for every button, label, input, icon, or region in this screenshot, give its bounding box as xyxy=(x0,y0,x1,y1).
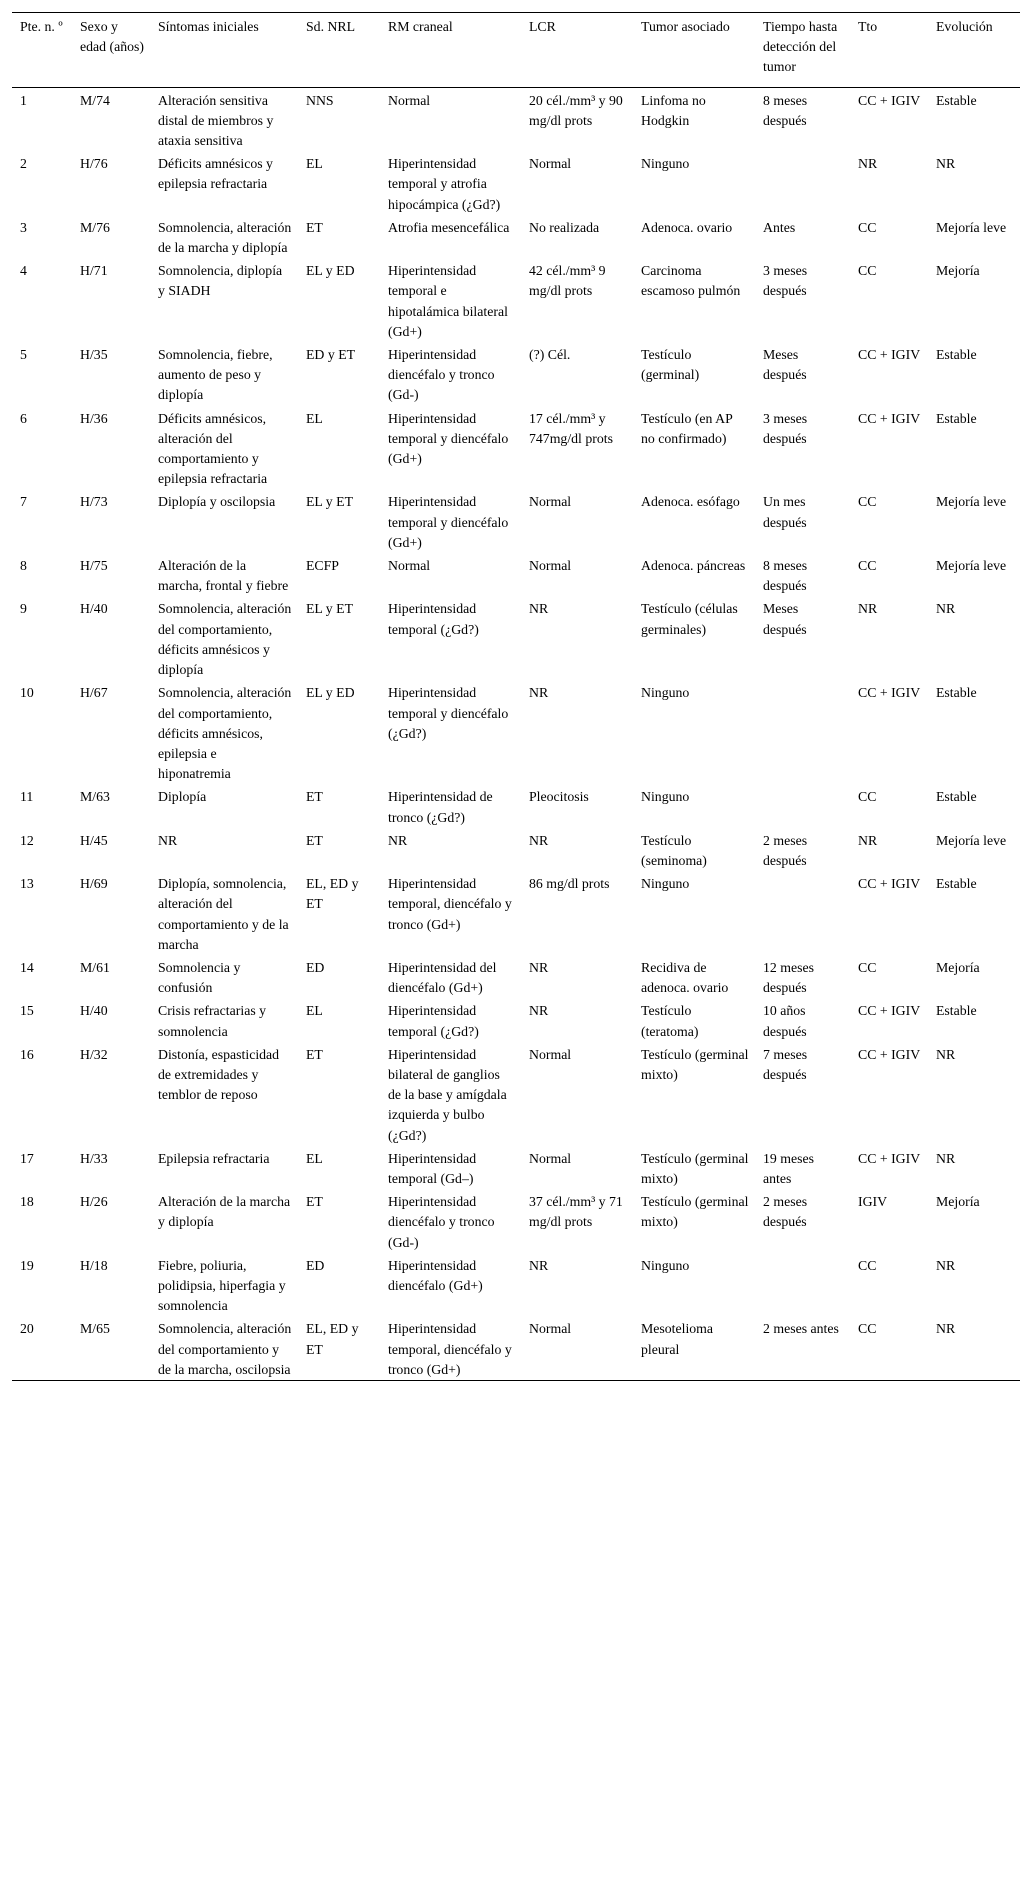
cell-time-to-tumor-detection: 3 meses después xyxy=(763,410,808,446)
cell-sex-age: H/71 xyxy=(80,263,108,279)
cell-treatment: CC + IGIV xyxy=(858,92,921,108)
cell-sex-age: H/40 xyxy=(80,1003,108,1019)
cell-csf: Normal xyxy=(529,558,572,574)
cell-time-to-tumor-detection: 12 meses después xyxy=(763,959,814,996)
cell-cranial-mri: Hiperintensidad temporal e hipotalámica bilateral (Gd+) xyxy=(388,263,508,339)
cell-sex-age: H/32 xyxy=(80,1046,108,1062)
cell-neuro-syndrome: EL xyxy=(306,1150,323,1166)
table-row xyxy=(12,596,1020,680)
cell-initial-symptoms: Somnolencia y confusión xyxy=(158,959,241,996)
cell-csf: Pleocitosis xyxy=(529,789,589,805)
cell-patient-number: 12 xyxy=(20,832,34,848)
cell-initial-symptoms: Distonía, espasticidad de extremidades y temblor de reposo xyxy=(158,1046,280,1103)
table-container xyxy=(12,12,1020,1381)
cell-outcome: Mejoría xyxy=(936,959,980,975)
table-row xyxy=(12,1316,1020,1380)
header-initial-symptoms: Síntomas iniciales xyxy=(158,19,259,34)
cell-patient-number: 8 xyxy=(20,558,27,574)
cell-neuro-syndrome: EL, ED y ET xyxy=(306,876,359,912)
cell-treatment: CC + IGIV xyxy=(858,685,921,701)
cell-csf: Normal xyxy=(529,1150,572,1166)
cell-neuro-syndrome: ECFP xyxy=(306,558,339,574)
cell-patient-number: 18 xyxy=(20,1194,34,1210)
cell-csf: 42 cél./mm³ 9 mg/dl prots xyxy=(529,263,606,299)
cell-sex-age: H/40 xyxy=(80,601,108,617)
cell-patient-number: 9 xyxy=(20,601,27,617)
cell-patient-number: 2 xyxy=(20,156,27,172)
cell-neuro-syndrome: ET xyxy=(306,789,323,805)
cell-cranial-mri: Hiperintensidad temporal y atrofia hipocámpica (¿Gd?) xyxy=(388,156,501,212)
cell-associated-tumor: Testículo (germinal mixto) xyxy=(641,1046,749,1082)
cell-initial-symptoms: NR xyxy=(158,832,178,848)
cell-associated-tumor: Testículo (en AP no confirmado) xyxy=(641,410,733,446)
cell-initial-symptoms: Diplopía, somnolencia, alteración del comportamiento y de la marcha xyxy=(158,876,289,952)
cell-cranial-mri: Hiperintensidad temporal y diencéfalo (Gd+) xyxy=(388,494,509,550)
cell-time-to-tumor-detection xyxy=(755,680,850,784)
cell-treatment: CC + IGIV xyxy=(858,1046,921,1062)
header-csf: LCR xyxy=(529,19,556,34)
cell-initial-symptoms: Déficits amnésicos, alteración del comportamiento y epilepsia refractaria xyxy=(158,410,268,487)
cell-patient-number: 13 xyxy=(20,876,34,892)
clinical-cases-table xyxy=(12,12,1020,1381)
cell-time-to-tumor-detection: Meses después xyxy=(763,347,807,383)
cell-neuro-syndrome: ED y ET xyxy=(306,347,356,363)
cell-initial-symptoms: Somnolencia, alteración del comportamiento, déficits amnésicos y diplopía xyxy=(158,601,292,678)
cell-csf: NR xyxy=(529,959,549,975)
cell-treatment: NR xyxy=(858,601,878,617)
cell-sex-age: H/76 xyxy=(80,156,108,172)
cell-neuro-syndrome: ET xyxy=(306,1046,323,1062)
cell-neuro-syndrome: ET xyxy=(306,1194,323,1210)
table-row xyxy=(12,871,1020,955)
cell-neuro-syndrome: EL, ED y ET xyxy=(306,1321,359,1357)
cell-time-to-tumor-detection: 2 meses antes xyxy=(763,1321,839,1337)
cell-csf: Normal xyxy=(529,1046,572,1062)
cell-csf: NR xyxy=(529,1003,549,1019)
cell-time-to-tumor-detection: 19 meses antes xyxy=(763,1150,814,1186)
cell-initial-symptoms: Diplopía y oscilopsia xyxy=(158,494,276,510)
cell-initial-symptoms: Somnolencia, alteración de la marcha y diplopía xyxy=(158,219,292,256)
cell-treatment: CC + IGIV xyxy=(858,410,921,426)
cell-patient-number: 15 xyxy=(20,1003,34,1019)
cell-patient-number: 17 xyxy=(20,1150,34,1166)
cell-patient-number: 1 xyxy=(20,92,27,108)
cell-associated-tumor: Adenoca. esófago xyxy=(641,494,740,510)
cell-csf: 86 mg/dl prots xyxy=(529,876,610,892)
cell-time-to-tumor-detection xyxy=(755,151,850,215)
cell-associated-tumor: Testículo (germinal) xyxy=(641,347,700,383)
cell-csf: No realizada xyxy=(529,219,600,235)
cell-sex-age: H/26 xyxy=(80,1194,108,1210)
table-row xyxy=(12,215,1020,258)
header-neuro-syndrome: Sd. NRL xyxy=(306,19,356,34)
cell-outcome: Mejoría leve xyxy=(936,494,1007,510)
cell-patient-number: 7 xyxy=(20,494,27,510)
cell-associated-tumor: Adenoca. páncreas xyxy=(641,558,746,574)
cell-time-to-tumor-detection: 3 meses después xyxy=(763,263,808,299)
cell-neuro-syndrome: EL y ED xyxy=(306,685,355,701)
cell-time-to-tumor-detection: Meses después xyxy=(763,601,807,637)
cell-initial-symptoms: Alteración sensitiva distal de miembros y ataxia sensitiva xyxy=(158,92,274,149)
cell-sex-age: H/67 xyxy=(80,685,108,701)
cell-csf: Normal xyxy=(529,1321,572,1337)
cell-initial-symptoms: Epilepsia refractaria xyxy=(158,1150,270,1166)
cell-outcome: Mejoría leve xyxy=(936,558,1007,574)
table-row xyxy=(12,342,1020,406)
cell-neuro-syndrome: EL xyxy=(306,156,323,172)
cell-initial-symptoms: Crisis refractarias y somnolencia xyxy=(158,1003,267,1039)
cell-csf: NR xyxy=(529,601,549,617)
cell-neuro-syndrome: EL y ET xyxy=(306,494,353,510)
cell-neuro-syndrome: EL y ED xyxy=(306,263,355,279)
cell-outcome: Mejoría xyxy=(936,1194,980,1210)
cell-sex-age: H/33 xyxy=(80,1150,108,1166)
cell-cranial-mri: Hiperintensidad temporal (Gd–) xyxy=(388,1150,477,1186)
cell-associated-tumor: Ninguno xyxy=(641,156,690,172)
table-row xyxy=(12,828,1020,871)
cell-treatment: NR xyxy=(858,156,878,172)
cell-patient-number: 16 xyxy=(20,1046,34,1062)
cell-sex-age: M/76 xyxy=(80,219,110,235)
cell-outcome: Estable xyxy=(936,1003,977,1019)
cell-initial-symptoms: Somnolencia, fiebre, aumento de peso y diplopía xyxy=(158,347,273,403)
cell-cranial-mri: Normal xyxy=(388,92,431,108)
cell-neuro-syndrome: EL xyxy=(306,410,323,426)
cell-sex-age: H/45 xyxy=(80,832,108,848)
cell-outcome: NR xyxy=(936,1321,956,1337)
table-row xyxy=(12,87,1020,151)
cell-time-to-tumor-detection: Antes xyxy=(763,219,796,235)
table-row xyxy=(12,151,1020,215)
cell-associated-tumor: Ninguno xyxy=(641,685,690,701)
cell-initial-symptoms: Somnolencia, diplopía y SIADH xyxy=(158,263,283,299)
cell-csf: 37 cél./mm³ y 71 mg/dl prots xyxy=(529,1194,623,1230)
cell-neuro-syndrome: ET xyxy=(306,832,323,848)
cell-patient-number: 4 xyxy=(20,263,27,279)
table-row xyxy=(12,1146,1020,1189)
cell-cranial-mri: Hiperintensidad diencéfalo y tronco (Gd-) xyxy=(388,1194,495,1250)
cell-treatment: CC xyxy=(858,219,877,235)
cell-time-to-tumor-detection: 8 meses después xyxy=(763,92,808,128)
cell-neuro-syndrome: ET xyxy=(306,219,323,235)
header-patient-number: Pte. n. º xyxy=(20,19,63,34)
cell-outcome: Estable xyxy=(936,410,977,426)
cell-csf: NR xyxy=(529,685,549,701)
cell-cranial-mri: Hiperintensidad temporal (¿Gd?) xyxy=(388,1003,479,1039)
table-row xyxy=(12,998,1020,1041)
header-cranial-mri: RM craneal xyxy=(388,19,453,34)
cell-csf: Normal xyxy=(529,156,572,172)
cell-patient-number: 10 xyxy=(20,685,34,701)
cell-neuro-syndrome: EL xyxy=(306,1003,323,1019)
cell-outcome: NR xyxy=(936,1257,956,1273)
table-row xyxy=(12,955,1020,998)
cell-patient-number: 11 xyxy=(20,789,34,805)
cell-associated-tumor: Linfoma no Hodgkin xyxy=(641,92,706,128)
cell-outcome: NR xyxy=(936,1150,956,1166)
header-treatment: Tto xyxy=(858,19,878,34)
cell-associated-tumor: Testículo (germinal mixto) xyxy=(641,1150,749,1186)
cell-time-to-tumor-detection xyxy=(755,871,850,955)
cell-patient-number: 5 xyxy=(20,347,27,363)
cell-sex-age: H/69 xyxy=(80,876,108,892)
cell-neuro-syndrome: ED xyxy=(306,1257,325,1273)
cell-associated-tumor: Ninguno xyxy=(641,876,690,892)
cell-treatment: CC xyxy=(858,1257,877,1273)
cell-sex-age: H/36 xyxy=(80,410,108,426)
cell-sex-age: M/63 xyxy=(80,789,110,805)
cell-associated-tumor: Ninguno xyxy=(641,789,690,805)
header-time-to-tumor-detection: Tiempo hasta detección del tumor xyxy=(763,19,838,75)
cell-cranial-mri: Hiperintensidad diencéfalo (Gd+) xyxy=(388,1257,483,1293)
cell-treatment: CC + IGIV xyxy=(858,1003,921,1019)
cell-neuro-syndrome: ED xyxy=(306,959,325,975)
cell-time-to-tumor-detection xyxy=(755,784,850,827)
cell-initial-symptoms: Déficits amnésicos y epilepsia refractaria xyxy=(158,156,273,192)
cell-time-to-tumor-detection xyxy=(755,1253,850,1317)
header-associated-tumor: Tumor asociado xyxy=(641,19,730,34)
cell-csf: 20 cél./mm³ y 90 mg/dl prots xyxy=(529,92,623,128)
cell-cranial-mri: Hiperintensidad temporal (¿Gd?) xyxy=(388,601,479,637)
cell-associated-tumor: Adenoca. ovario xyxy=(641,219,733,235)
cell-cranial-mri: Hiperintensidad de tronco (¿Gd?) xyxy=(388,789,493,825)
cell-cranial-mri: Hiperintensidad temporal, diencéfalo y tronco (Gd+) xyxy=(388,1321,512,1377)
cell-treatment: CC xyxy=(858,558,877,574)
cell-sex-age: M/74 xyxy=(80,92,110,108)
cell-cranial-mri: Hiperintensidad del diencéfalo (Gd+) xyxy=(388,959,497,996)
cell-associated-tumor: Mesotelioma pleural xyxy=(641,1321,714,1357)
cell-cranial-mri: Hiperintensidad temporal y diencéfalo (Gd+) xyxy=(388,410,509,467)
cell-csf: NR xyxy=(529,832,549,848)
cell-outcome: Estable xyxy=(936,92,977,108)
cell-associated-tumor: Testículo (germinal mixto) xyxy=(641,1194,749,1230)
table-header xyxy=(12,13,1020,88)
cell-outcome: Estable xyxy=(936,789,977,805)
cell-initial-symptoms: Fiebre, poliuria, polidipsia, hiperfagia y somnolencia xyxy=(158,1257,286,1314)
table-row xyxy=(12,784,1020,827)
table-row xyxy=(12,680,1020,784)
cell-cranial-mri: Normal xyxy=(388,558,431,574)
table-row xyxy=(12,406,1020,490)
cell-sex-age: H/75 xyxy=(80,558,108,574)
table-row xyxy=(12,1042,1020,1146)
cell-neuro-syndrome: NNS xyxy=(306,92,334,108)
table-row xyxy=(12,258,1020,342)
table-row xyxy=(12,489,1020,553)
cell-outcome: NR xyxy=(936,601,956,617)
cell-treatment: CC xyxy=(858,959,877,975)
cell-csf: NR xyxy=(529,1257,549,1273)
cell-time-to-tumor-detection: 2 meses después xyxy=(763,832,808,868)
cell-treatment: NR xyxy=(858,832,878,848)
cell-cranial-mri: Hiperintensidad temporal, diencéfalo y tronco (Gd+) xyxy=(388,876,512,932)
cell-sex-age: H/73 xyxy=(80,494,108,510)
table-row xyxy=(12,553,1020,596)
cell-outcome: Estable xyxy=(936,347,977,363)
cell-associated-tumor: Carcinoma escamoso pulmón xyxy=(641,263,741,299)
cell-outcome: Mejoría leve xyxy=(936,219,1007,235)
header-sex-age: Sexo y edad (años) xyxy=(80,19,144,55)
cell-patient-number: 14 xyxy=(20,959,34,975)
cell-initial-symptoms: Alteración de la marcha, frontal y fiebre xyxy=(158,558,289,594)
cell-patient-number: 20 xyxy=(20,1321,34,1337)
cell-outcome: Estable xyxy=(936,876,977,892)
cell-initial-symptoms: Alteración de la marcha y diplopía xyxy=(158,1194,291,1230)
cell-outcome: Estable xyxy=(936,685,977,701)
cell-outcome: Mejoría leve xyxy=(936,832,1007,848)
cell-sex-age: M/61 xyxy=(80,959,110,975)
cell-treatment: CC xyxy=(858,789,877,805)
cell-outcome: Mejoría xyxy=(936,263,980,279)
cell-cranial-mri: Hiperintensidad bilateral de ganglios de la base y amígdala izquierda y bulbo (¿Gd?) xyxy=(388,1046,507,1143)
cell-time-to-tumor-detection: 8 meses después xyxy=(763,558,808,594)
cell-initial-symptoms: Diplopía xyxy=(158,789,207,805)
cell-outcome: NR xyxy=(936,1046,956,1062)
cell-associated-tumor: Recidiva de adenoca. ovario xyxy=(641,959,729,996)
table-row xyxy=(12,1189,1020,1253)
cell-patient-number: 6 xyxy=(20,410,27,426)
cell-neuro-syndrome: EL y ET xyxy=(306,601,353,617)
cell-associated-tumor: Ninguno xyxy=(641,1257,690,1273)
cell-csf: 17 cél./mm³ y 747mg/dl prots xyxy=(529,410,613,446)
cell-sex-age: M/65 xyxy=(80,1321,110,1337)
cell-associated-tumor: Testículo (seminoma) xyxy=(641,832,707,868)
cell-time-to-tumor-detection: Un mes después xyxy=(763,494,807,530)
header-row xyxy=(12,13,1020,88)
cell-patient-number: 19 xyxy=(20,1257,34,1273)
header-outcome: Evolución xyxy=(936,19,993,34)
cell-csf: Normal xyxy=(529,494,572,510)
cell-cranial-mri: Hiperintensidad diencéfalo y tronco (Gd-) xyxy=(388,347,495,403)
cell-treatment: IGIV xyxy=(858,1194,888,1210)
cell-cranial-mri: Atrofia mesencefálica xyxy=(388,219,510,235)
cell-sex-age: H/18 xyxy=(80,1257,108,1273)
cell-sex-age: H/35 xyxy=(80,347,108,363)
cell-initial-symptoms: Somnolencia, alteración del comportamiento y de la marcha, oscilopsia xyxy=(158,1321,292,1377)
table-body xyxy=(12,87,1020,1380)
cell-outcome: NR xyxy=(936,156,956,172)
cell-time-to-tumor-detection: 10 años después xyxy=(763,1003,807,1039)
cell-time-to-tumor-detection: 7 meses después xyxy=(763,1046,808,1082)
cell-treatment: CC xyxy=(858,494,877,510)
cell-treatment: CC + IGIV xyxy=(858,347,921,363)
cell-cranial-mri: NR xyxy=(388,832,408,848)
cell-treatment: CC + IGIV xyxy=(858,876,921,892)
cell-associated-tumor: Testículo (teratoma) xyxy=(641,1003,699,1039)
cell-associated-tumor: Testículo (células germinales) xyxy=(641,601,738,637)
cell-treatment: CC xyxy=(858,1321,877,1337)
cell-treatment: CC + IGIV xyxy=(858,1150,921,1166)
cell-csf: (?) Cél. xyxy=(529,347,571,363)
table-row xyxy=(12,1253,1020,1317)
cell-time-to-tumor-detection: 2 meses después xyxy=(763,1194,808,1230)
cell-initial-symptoms: Somnolencia, alteración del comportamiento, déficits amnésicos, epilepsia e hiponatremia xyxy=(158,685,292,782)
cell-patient-number: 3 xyxy=(20,219,27,235)
cell-treatment: CC xyxy=(858,263,877,279)
cell-cranial-mri: Hiperintensidad temporal y diencéfalo (¿Gd?) xyxy=(388,685,509,741)
